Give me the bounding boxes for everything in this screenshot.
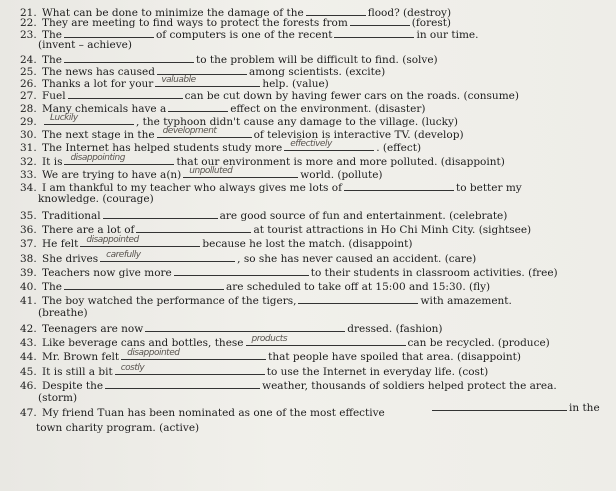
exercise-line xyxy=(20,154,505,168)
handwritten-answer: unpolluted xyxy=(189,166,233,176)
handwritten-answer: Luckily xyxy=(50,113,78,123)
hint-text: are scheduled to take off at 15:00 and 15:30. (fly) xyxy=(225,281,491,293)
hint-text: of television is interactive TV. (develop) xyxy=(253,129,464,141)
answer-blank[interactable] xyxy=(183,167,298,178)
question-text: (invent – achieve) xyxy=(38,39,132,51)
hint-text: (forest) xyxy=(411,17,452,29)
question-number: 39. xyxy=(20,267,37,279)
question-text: town charity program. (active) xyxy=(36,422,200,434)
exercise-line xyxy=(20,407,385,419)
hint-text: can be recycled. (produce) xyxy=(407,337,550,349)
question-text: He felt xyxy=(42,238,79,250)
exercise-line xyxy=(38,307,88,319)
question-number: 21. xyxy=(20,7,37,19)
answer-blank[interactable] xyxy=(105,378,260,389)
exercise-line xyxy=(20,251,476,265)
exercise-line xyxy=(20,167,383,181)
hint-text: world. (pollute) xyxy=(300,169,383,181)
exercise-line xyxy=(38,392,77,404)
hint-text: with amazement. xyxy=(420,295,512,307)
answer-blank[interactable] xyxy=(157,127,252,138)
hint-text: to the problem will be difficult to find. (solve) xyxy=(195,54,438,66)
handwritten-answer: effectively xyxy=(290,139,332,149)
question-text: The xyxy=(42,29,62,41)
exercise-line xyxy=(20,378,557,392)
question-number: 27. xyxy=(20,90,37,102)
question-number: 44. xyxy=(20,351,37,363)
hint-text: to use the Internet in everyday life. (cost) xyxy=(266,366,489,378)
question-number: 47. xyxy=(20,407,37,419)
exercise-line xyxy=(20,321,443,335)
handwritten-answer: products xyxy=(251,334,288,344)
question-text: It is still a bit xyxy=(42,366,113,378)
question-number: 28. xyxy=(20,103,37,115)
question-text: Teachers now give more xyxy=(42,267,172,279)
question-number: 23. xyxy=(20,29,37,41)
hint-text: among scientists. (excite) xyxy=(248,66,386,78)
question-text: Traditional xyxy=(42,210,101,222)
answer-blank[interactable] xyxy=(64,279,224,290)
hint-text: help. (value) xyxy=(262,78,329,90)
exercise-line xyxy=(20,236,412,250)
exercise-line xyxy=(20,208,507,222)
exercise-line xyxy=(20,335,550,349)
answer-blank[interactable] xyxy=(136,222,251,233)
handwritten-answer: disappointed xyxy=(127,348,180,358)
answer-blank[interactable] xyxy=(298,293,418,304)
handwritten-answer: valuable xyxy=(161,75,196,85)
hint-text: because he lost the match. (disappoint) xyxy=(202,238,413,250)
exercise-line xyxy=(20,279,490,293)
hint-text: that people have spoiled that area. (disappoint) xyxy=(268,351,521,363)
hint-text: are good source of fun and entertainment. (celebrate) xyxy=(219,210,508,222)
question-number: 36. xyxy=(20,224,37,236)
exercise-line xyxy=(20,349,521,363)
answer-blank[interactable] xyxy=(350,15,410,26)
question-number: 33. xyxy=(20,169,37,181)
question-text: What can be done to minimize the damage of the xyxy=(42,7,304,19)
question-text: Like beverage cans and bottles, these xyxy=(42,337,244,349)
exercise-line xyxy=(20,293,512,307)
question-text: My friend Tuan has been nominated as one of the most effective xyxy=(42,407,385,419)
question-text: The boy watched the performance of the tigers, xyxy=(42,295,297,307)
answer-blank[interactable] xyxy=(432,400,567,411)
answer-blank[interactable] xyxy=(246,335,406,346)
question-number: 38. xyxy=(20,253,37,265)
question-number: 41. xyxy=(20,295,37,307)
hint-text: , the typhoon didn't cause any damage to the village. (lucky) xyxy=(136,116,458,128)
exercise-line-tail xyxy=(430,400,600,414)
question-text: The xyxy=(42,54,62,66)
question-number: 31. xyxy=(20,142,37,154)
handwritten-answer: development xyxy=(162,126,217,136)
question-text: There are a lot of xyxy=(42,224,135,236)
handwritten-answer: costly xyxy=(120,363,145,373)
question-number: 37. xyxy=(20,238,37,250)
question-text: They are meeting to find ways to protect the forests from xyxy=(42,17,348,29)
handwritten-answer: disappointed xyxy=(86,235,139,245)
answer-blank[interactable] xyxy=(68,88,183,99)
question-number: 22. xyxy=(20,17,37,29)
hint-text: can be cut down by having fewer cars on the roads. (consume) xyxy=(184,90,519,102)
question-text: Many chemicals have a xyxy=(42,103,167,115)
question-number: 43. xyxy=(20,337,37,349)
answer-blank[interactable] xyxy=(344,180,454,191)
exercise-line xyxy=(36,422,199,434)
answer-blank[interactable] xyxy=(121,349,266,360)
question-number: 35. xyxy=(20,210,37,222)
question-text: Teenagers are now xyxy=(42,323,144,335)
answer-blank[interactable] xyxy=(168,101,228,112)
answer-blank[interactable] xyxy=(145,321,345,332)
hint-text: to better my xyxy=(456,182,522,194)
hint-text: weather, thousands of soldiers helped protect the area. xyxy=(262,380,557,392)
question-text: The next stage in the xyxy=(42,129,155,141)
question-number: 42. xyxy=(20,323,37,335)
hint-text: in our time. xyxy=(416,29,479,41)
question-text: Thanks a lot for your xyxy=(42,78,154,90)
exercise-line xyxy=(20,265,558,279)
question-number: 34. xyxy=(20,182,37,194)
question-text: I am thankful to my teacher who always gives me lots of xyxy=(42,182,342,194)
answer-blank[interactable] xyxy=(64,27,154,38)
question-text: The xyxy=(42,281,62,293)
question-text: Mr. Brown felt xyxy=(42,351,120,363)
exercise-line xyxy=(20,364,488,378)
question-text: She drives xyxy=(42,253,99,265)
answer-blank[interactable] xyxy=(284,140,374,151)
answer-blank[interactable] xyxy=(155,76,260,87)
exercise-line xyxy=(20,180,522,194)
question-text: The news has caused xyxy=(42,66,155,78)
question-text: The Internet has helped students study more xyxy=(42,142,283,154)
question-text: We are trying to have a(n) xyxy=(42,169,182,181)
exercise-line xyxy=(38,193,154,205)
question-number: 26. xyxy=(20,78,37,90)
exercise-line xyxy=(20,127,464,141)
question-number: 30. xyxy=(20,129,37,141)
question-number: 32. xyxy=(20,156,37,168)
question-number: 29. xyxy=(20,116,37,128)
question-text: (storm) xyxy=(38,392,78,404)
question-number: 25. xyxy=(20,66,37,78)
answer-blank[interactable] xyxy=(64,52,194,63)
exercise-line xyxy=(20,114,458,128)
handwritten-answer: carefully xyxy=(106,250,141,260)
hint-text: flood? (destroy) xyxy=(367,7,452,19)
question-text: Despite the xyxy=(42,380,104,392)
answer-blank[interactable] xyxy=(64,154,174,165)
answer-blank[interactable] xyxy=(115,364,265,375)
answer-blank[interactable] xyxy=(100,251,235,262)
question-text: knowledge. (courage) xyxy=(38,193,154,205)
exercise-line xyxy=(20,101,425,115)
question-text: (breathe) xyxy=(38,307,88,319)
answer-blank[interactable] xyxy=(174,265,309,276)
question-number: 46. xyxy=(20,380,37,392)
answer-blank[interactable] xyxy=(334,27,414,38)
hint-text: that our environment is more and more polluted. (disappoint) xyxy=(176,156,505,168)
question-text: It is xyxy=(42,156,63,168)
question-number: 40. xyxy=(20,281,37,293)
hint-text: at tourist attractions in Ho Chi Minh City. (sightsee) xyxy=(253,224,532,236)
hint-text: in the xyxy=(569,402,600,414)
exercise-line xyxy=(38,39,132,51)
exercise-line xyxy=(20,88,519,102)
hint-text: dressed. (fashion) xyxy=(347,323,443,335)
question-number: 45. xyxy=(20,366,37,378)
hint-text: of computers is one of the recent xyxy=(155,29,333,41)
hint-text: , so she has never caused an accident. (care) xyxy=(237,253,477,265)
question-text: Fuel xyxy=(42,90,66,102)
hint-text: . (effect) xyxy=(376,142,422,154)
hint-text: effect on the environment. (disaster) xyxy=(230,103,426,115)
hint-text: to their students in classroom activities. (free) xyxy=(310,267,558,279)
answer-blank[interactable] xyxy=(80,236,200,247)
answer-blank[interactable] xyxy=(103,208,218,219)
answer-blank[interactable] xyxy=(44,114,134,125)
question-number: 24. xyxy=(20,54,37,66)
handwritten-answer: disappointing xyxy=(70,153,125,163)
